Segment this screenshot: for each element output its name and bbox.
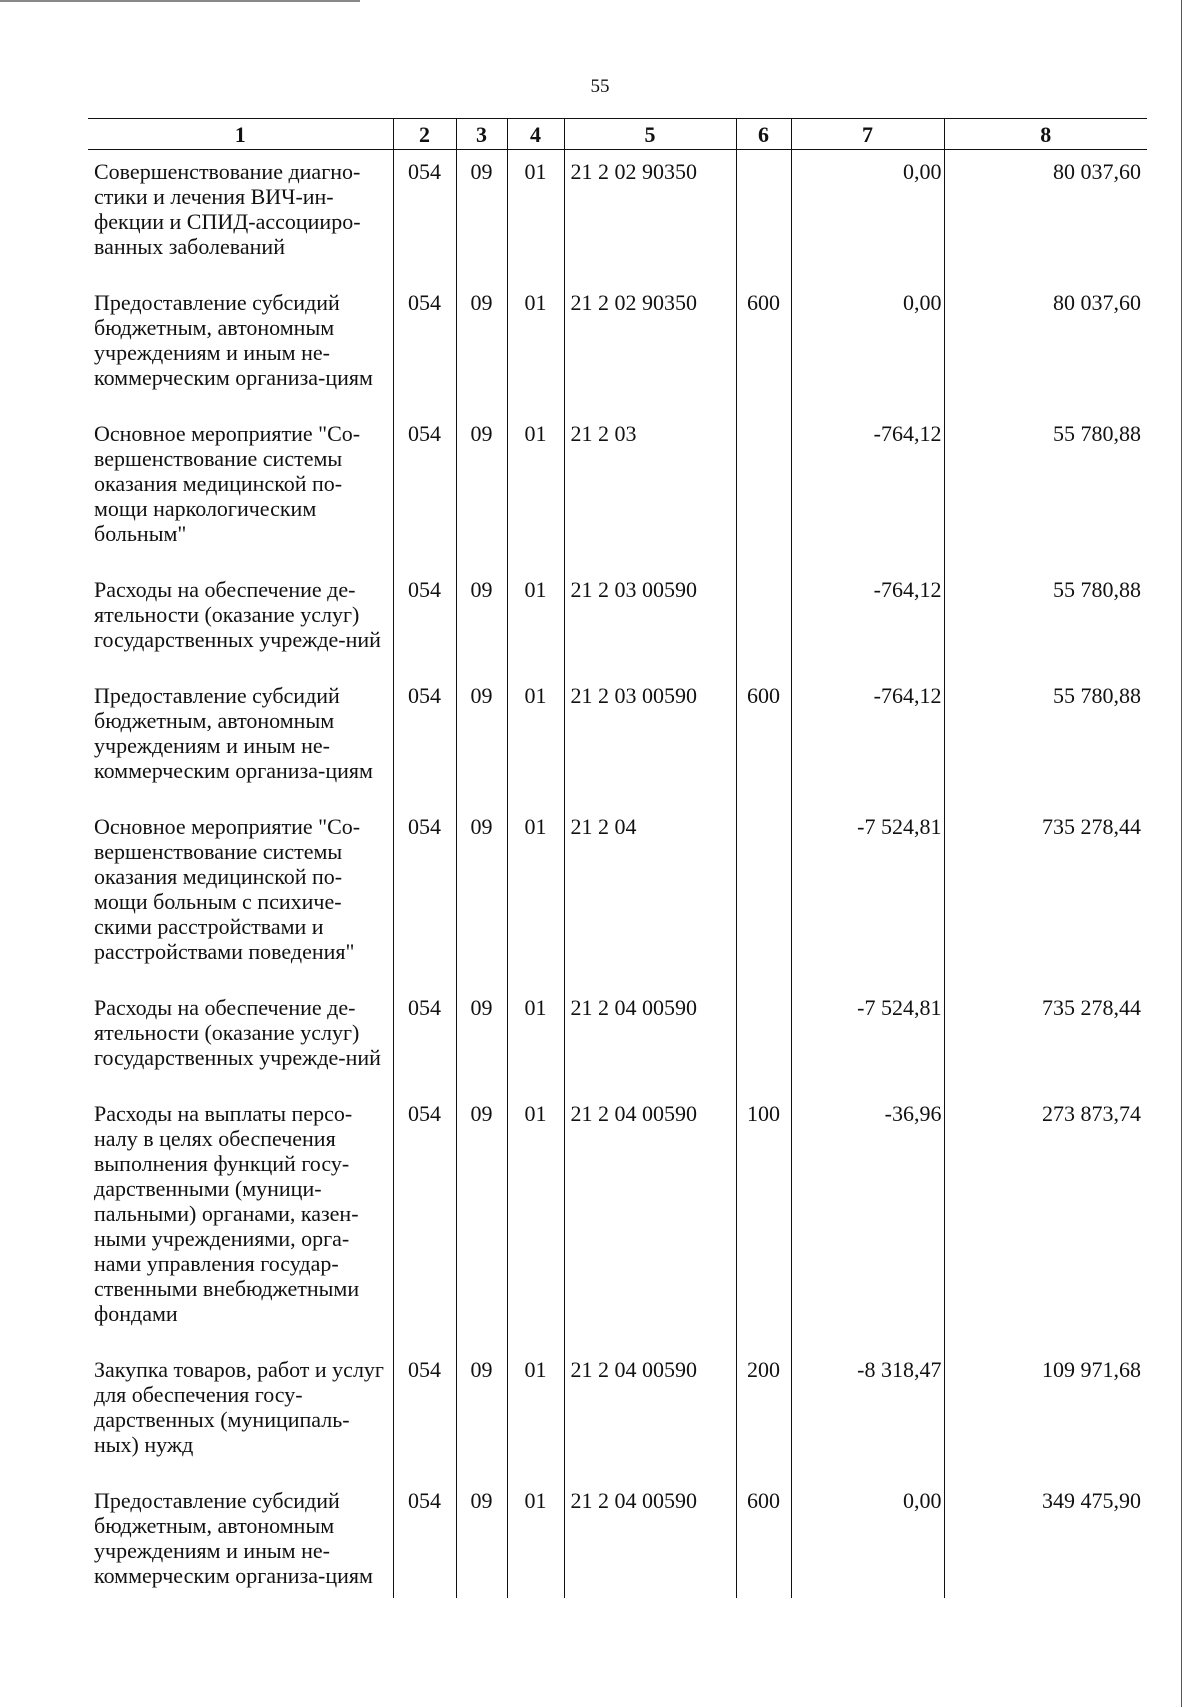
- row-admin-code-cell: 054: [393, 1479, 456, 1598]
- row-admin-code-cell: 054: [393, 986, 456, 1092]
- table-row: [88, 412, 1147, 568]
- row-section-cell: 09: [456, 1348, 507, 1479]
- row-subsection-cell: 01: [507, 1348, 564, 1479]
- row-change-amount-cell: -764,12: [791, 568, 944, 674]
- row-change-amount-cell: 0,00: [791, 150, 944, 282]
- row-total-amount-cell: 349 475,90: [944, 1479, 1147, 1598]
- row-target-code-cell: 21 2 04 00590: [564, 1479, 736, 1598]
- row-target-code-cell: 21 2 04 00590: [564, 1348, 736, 1479]
- header-col-4: 4: [507, 119, 564, 150]
- row-name-cell: Предоставление субсидий бюджетным, автономным учреждениям и иным не-коммерческим организа-циям: [94, 290, 373, 390]
- row-subsection-cell: 01: [507, 805, 564, 986]
- table-row: [88, 986, 1147, 1092]
- row-subsection-cell: 01: [507, 1092, 564, 1348]
- scan-artifact-top: [0, 0, 360, 2]
- row-admin-code-cell: 054: [393, 1092, 456, 1348]
- row-total-amount-cell: 80 037,60: [944, 150, 1147, 282]
- row-name-cell: Предоставление субсидий бюджетным, автономным учреждениям и иным не-коммерческим организа-циям: [94, 683, 373, 783]
- row-total-amount-cell: 735 278,44: [944, 805, 1147, 986]
- row-target-code-cell: 21 2 03: [564, 412, 736, 568]
- row-admin-code-cell: 054: [393, 1348, 456, 1479]
- row-change-amount-cell: -8 318,47: [791, 1348, 944, 1479]
- header-col-6: 6: [736, 119, 791, 150]
- row-total-amount-cell: 55 780,88: [944, 412, 1147, 568]
- row-section-cell: 09: [456, 986, 507, 1092]
- row-subsection-cell: 01: [507, 412, 564, 568]
- row-target-code-cell: 21 2 03 00590: [564, 674, 736, 805]
- table-row: [88, 1348, 1147, 1479]
- row-total-amount-cell: 55 780,88: [944, 674, 1147, 805]
- table-row: [88, 805, 1147, 986]
- row-change-amount-cell: 0,00: [791, 281, 944, 412]
- row-name-cell: Расходы на обеспечение де-ятельности (оказание услуг) государственных учрежде-ний: [94, 995, 381, 1070]
- page-number: 55: [590, 76, 610, 97]
- row-name-cell: Расходы на выплаты персо-налу в целях обеспечения выполнения функций госу-дарственными (муници-пальными) органами, казен-ными учреждениями, орга-нами управления государ-ственными внебюджетными фондами: [94, 1101, 360, 1326]
- table-row: [88, 1092, 1147, 1348]
- row-target-code-cell: 21 2 04 00590: [564, 986, 736, 1092]
- row-subsection-cell: 01: [507, 568, 564, 674]
- row-section-cell: 09: [456, 1092, 507, 1348]
- row-target-code-cell: 21 2 02 90350: [564, 150, 736, 282]
- row-target-code-cell: 21 2 03 00590: [564, 568, 736, 674]
- header-col-2: 2: [393, 119, 456, 150]
- budget-table: [88, 118, 1147, 1598]
- row-admin-code-cell: 054: [393, 674, 456, 805]
- row-total-amount-cell: 273 873,74: [944, 1092, 1147, 1348]
- row-expense-type-cell: [736, 412, 791, 568]
- row-expense-type-cell: 600: [736, 1479, 791, 1598]
- header-col-1: 1: [88, 119, 393, 150]
- row-expense-type-cell: [736, 568, 791, 674]
- table-row: [88, 150, 1147, 282]
- header-col-8: 8: [944, 119, 1147, 150]
- row-target-code-cell: 21 2 02 90350: [564, 281, 736, 412]
- row-expense-type-cell: [736, 986, 791, 1092]
- row-total-amount-cell: 735 278,44: [944, 986, 1147, 1092]
- table-row: [88, 674, 1147, 805]
- row-section-cell: 09: [456, 1479, 507, 1598]
- row-expense-type-cell: 600: [736, 674, 791, 805]
- row-admin-code-cell: 054: [393, 150, 456, 282]
- row-section-cell: 09: [456, 568, 507, 674]
- row-name-cell: Расходы на обеспечение де-ятельности (оказание услуг) государственных учрежде-ний: [94, 577, 381, 652]
- row-subsection-cell: 01: [507, 986, 564, 1092]
- row-section-cell: 09: [456, 281, 507, 412]
- scan-artifact-edge: [1181, 0, 1183, 1707]
- row-subsection-cell: 01: [507, 150, 564, 282]
- row-subsection-cell: 01: [507, 281, 564, 412]
- row-name-cell: Закупка товаров, работ и услуг для обеспечения госу-дарственных (муниципаль-ных) нужд: [94, 1357, 384, 1457]
- row-expense-type-cell: [736, 150, 791, 282]
- header-row: [88, 119, 1147, 150]
- row-section-cell: 09: [456, 412, 507, 568]
- row-change-amount-cell: -764,12: [791, 674, 944, 805]
- row-section-cell: 09: [456, 674, 507, 805]
- row-subsection-cell: 01: [507, 1479, 564, 1598]
- row-name-cell: Основное мероприятие "Со-вершенствование системы оказания медицинской по-мощи наркологическим больным": [94, 421, 361, 546]
- row-change-amount-cell: -7 524,81: [791, 805, 944, 986]
- row-section-cell: 09: [456, 805, 507, 986]
- header-col-5: 5: [564, 119, 736, 150]
- row-target-code-cell: 21 2 04 00590: [564, 1092, 736, 1348]
- header-col-7: 7: [791, 119, 944, 150]
- row-admin-code-cell: 054: [393, 281, 456, 412]
- table-row: [88, 281, 1147, 412]
- row-change-amount-cell: -36,96: [791, 1092, 944, 1348]
- row-expense-type-cell: 200: [736, 1348, 791, 1479]
- row-change-amount-cell: -7 524,81: [791, 986, 944, 1092]
- row-section-cell: 09: [456, 150, 507, 282]
- table-row: [88, 568, 1147, 674]
- row-admin-code-cell: 054: [393, 412, 456, 568]
- row-expense-type-cell: 100: [736, 1092, 791, 1348]
- row-total-amount-cell: 80 037,60: [944, 281, 1147, 412]
- table-row: [88, 1479, 1147, 1598]
- table-body: [88, 150, 1147, 1599]
- row-admin-code-cell: 054: [393, 805, 456, 986]
- header-col-3: 3: [456, 119, 507, 150]
- row-total-amount-cell: 109 971,68: [944, 1348, 1147, 1479]
- row-change-amount-cell: -764,12: [791, 412, 944, 568]
- row-total-amount-cell: 55 780,88: [944, 568, 1147, 674]
- row-name-cell: Совершенствование диагно-стики и лечения ВИЧ-ин-фекции и СПИД-ассоцииро-ванных заболеваний: [94, 159, 361, 259]
- row-subsection-cell: 01: [507, 674, 564, 805]
- row-expense-type-cell: [736, 805, 791, 986]
- row-change-amount-cell: 0,00: [791, 1479, 944, 1598]
- row-target-code-cell: 21 2 04: [564, 805, 736, 986]
- row-admin-code-cell: 054: [393, 568, 456, 674]
- row-name-cell: Предоставление субсидий бюджетным, автономным учреждениям и иным не-коммерческим организа-циям: [94, 1488, 373, 1588]
- row-expense-type-cell: 600: [736, 281, 791, 412]
- row-name-cell: Основное мероприятие "Со-вершенствование системы оказания медицинской по-мощи больным с психиче-скими расстройствами и расстройствами поведения": [94, 814, 361, 964]
